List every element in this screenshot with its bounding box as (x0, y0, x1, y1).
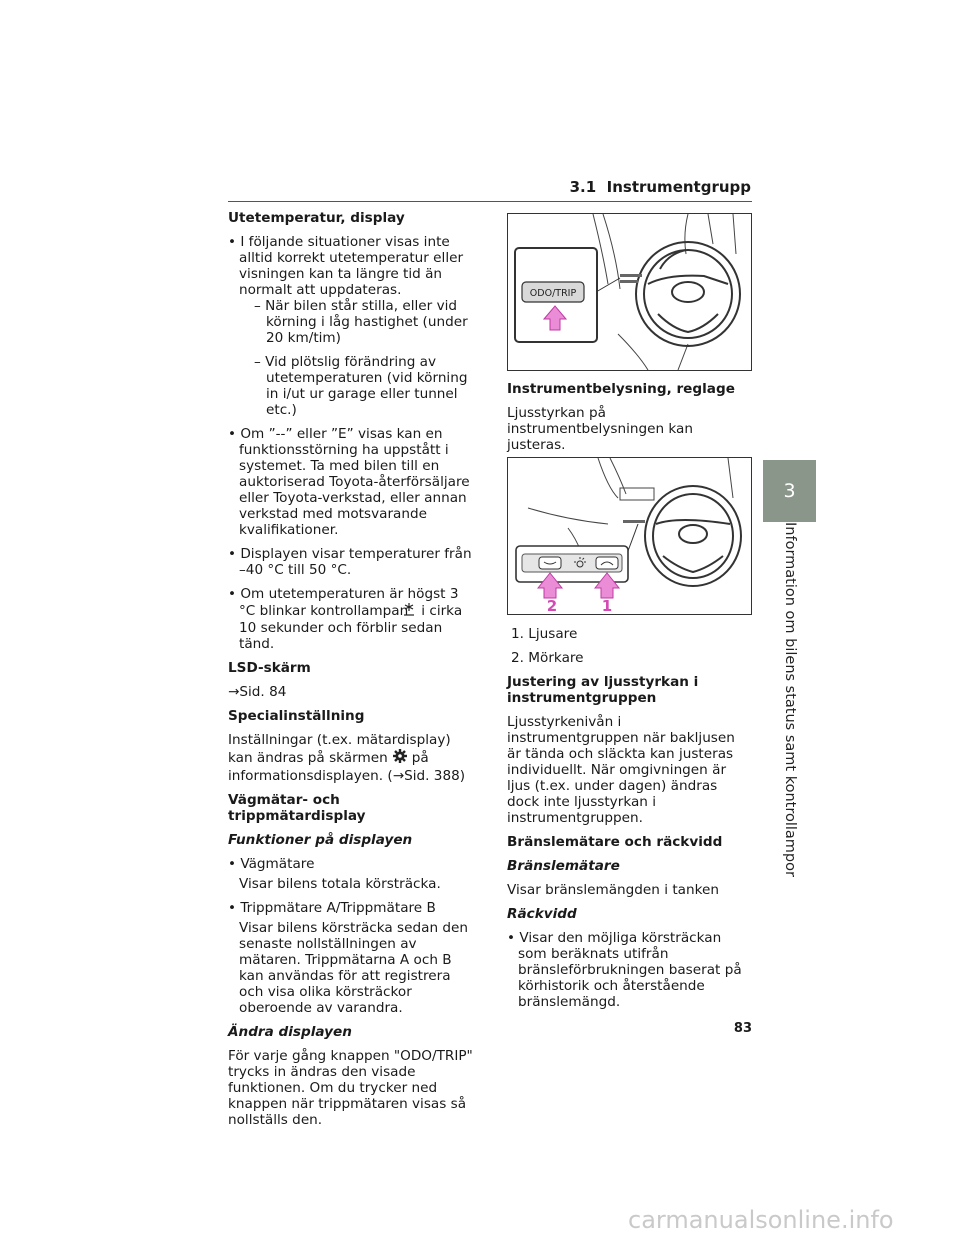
special-setting-text: Inställningar (t.ex. mätardisplay) kan ändras på skärmen på informationsdisplayen. (→Sid. 388) (228, 732, 466, 784)
bullet-ice-warning: • Om utetemperaturen är högst 3 °C blinkar kontrollampan i cirka 10 sekunder och förblir sedan tänd. (228, 586, 473, 652)
tripmeter-desc: Visar bilens körsträcka sedan den senaste nollställningen av mätaren. Trippmätarna A och B kan användas för att registrera och visa olika körsträckor oberoende av varandra. (239, 920, 468, 1016)
bullet-tripmeter: • Trippmätare A/Trippmätare B (228, 900, 473, 916)
section-title: Instrumentgrupp (606, 178, 751, 196)
change-display-text: För varje gång knappen "ODO/TRIP" trycks in ändras den visade funktionen. Om du trycker ned knappen när trippmätaren visas så nollställs den. (228, 1048, 473, 1128)
illumination-text: Ljusstyrkan på instrumentbelysningen kan justeras. (507, 405, 693, 453)
bullet-temp-situations: • I följande situationer visas inte alltid korrekt utetemperatur eller visningen kan ta längre tid än normalt att uppdateras. (228, 234, 473, 298)
heading-outside-temp: Utetemperatur, display (228, 210, 405, 226)
odometer-desc: Visar bilens totala körsträcka. (239, 876, 441, 892)
bullet-malfunction: • Om ”--” eller ”E” visas kan en funktionsstörning ha uppstått i systemet. Ta med bilen till en auktoriserad Toyota-återförsäljare eller Toyota-verkstad, eller annan verkstad med motsvarande kvalifikationer. (228, 426, 473, 538)
ref-page-84[interactable]: →Sid. 84 (228, 684, 287, 700)
odo-trip-label: ODO/TRIP (529, 288, 577, 299)
heading-brightness-adjust: Justering av ljusstyrkan i instrumentgruppen (507, 674, 699, 706)
heading-special-setting: Specialinställning (228, 708, 365, 724)
ice-warning-icon (412, 602, 417, 620)
brightness-illustration (508, 458, 751, 614)
brightness-adjust-text: Ljusstyrkenivån i instrumentgruppen när bakljusen är tända och släckta kan justeras individuellt. När omgivningen är ljus (t.ex. under dagen) ändras dock inte ljusstyrkan i instrumentgruppen. (507, 714, 735, 826)
chapter-tab[interactable] (763, 460, 816, 522)
right-column-top (507, 381, 752, 461)
subheading-fuel-gauge: Bränslemätare (507, 858, 620, 874)
subheading-range: Räckvidd (507, 906, 577, 922)
callout-2: 2 (546, 597, 558, 614)
section-number: 3.1 (569, 178, 597, 196)
steering-wheel (645, 486, 741, 586)
dash-item-standing: – När bilen står stilla, eller vid körning i låg hastighet (under 20 km/tim) (254, 298, 468, 346)
left-column (228, 210, 473, 1136)
page-number: 83 (733, 1021, 752, 1036)
fuel-gauge-text: Visar bränslemängden i tanken (507, 882, 719, 898)
chapter-side-label: Information om bilens status samt kontrollampor (782, 522, 798, 877)
gear-icon (392, 748, 408, 768)
heading-lsd: LSD-skärm (228, 660, 311, 676)
figure-odo-trip (507, 213, 752, 371)
page-header (505, 178, 751, 196)
subheading-change-display: Ändra displayen (228, 1024, 352, 1040)
header-divider (228, 201, 752, 202)
callout-1: 1 (601, 597, 613, 614)
figure-brightness (507, 457, 752, 615)
subheading-functions: Funktioner på displayen (228, 832, 413, 848)
chapter-number: 3 (783, 480, 796, 502)
list-item-1: 1. Ljusare (511, 626, 578, 642)
bullet-range: • Visar den möjliga körsträckan som beräknats utifrån bränsleförbrukningen baserat på körhistorik och återstående bränslemängd. (507, 930, 752, 1010)
right-column-bottom (507, 626, 752, 1018)
brighter-button (539, 557, 561, 569)
heading-fuel: Bränslemätare och räckvidd (507, 834, 723, 850)
odo-trip-illustration (508, 214, 751, 370)
watermark: carmanualsonline.info (628, 1206, 894, 1234)
heading-illumination: Instrumentbelysning, reglage (507, 381, 735, 397)
darker-button (596, 557, 618, 569)
heading-odometer: Vägmätar- och trippmätardisplay (228, 792, 366, 824)
dash-item-sudden-change: – Vid plötslig förändring av utetemperaturen (vid körning in i/ut ur garage eller tunnel etc.) (254, 354, 468, 418)
steering-wheel (636, 242, 740, 346)
bullet-temp-range: • Displayen visar temperaturer från –40 °C till 50 °C. (228, 546, 473, 578)
list-item-2: 2. Mörkare (511, 650, 584, 666)
bullet-odometer: • Vägmätare (228, 856, 473, 872)
